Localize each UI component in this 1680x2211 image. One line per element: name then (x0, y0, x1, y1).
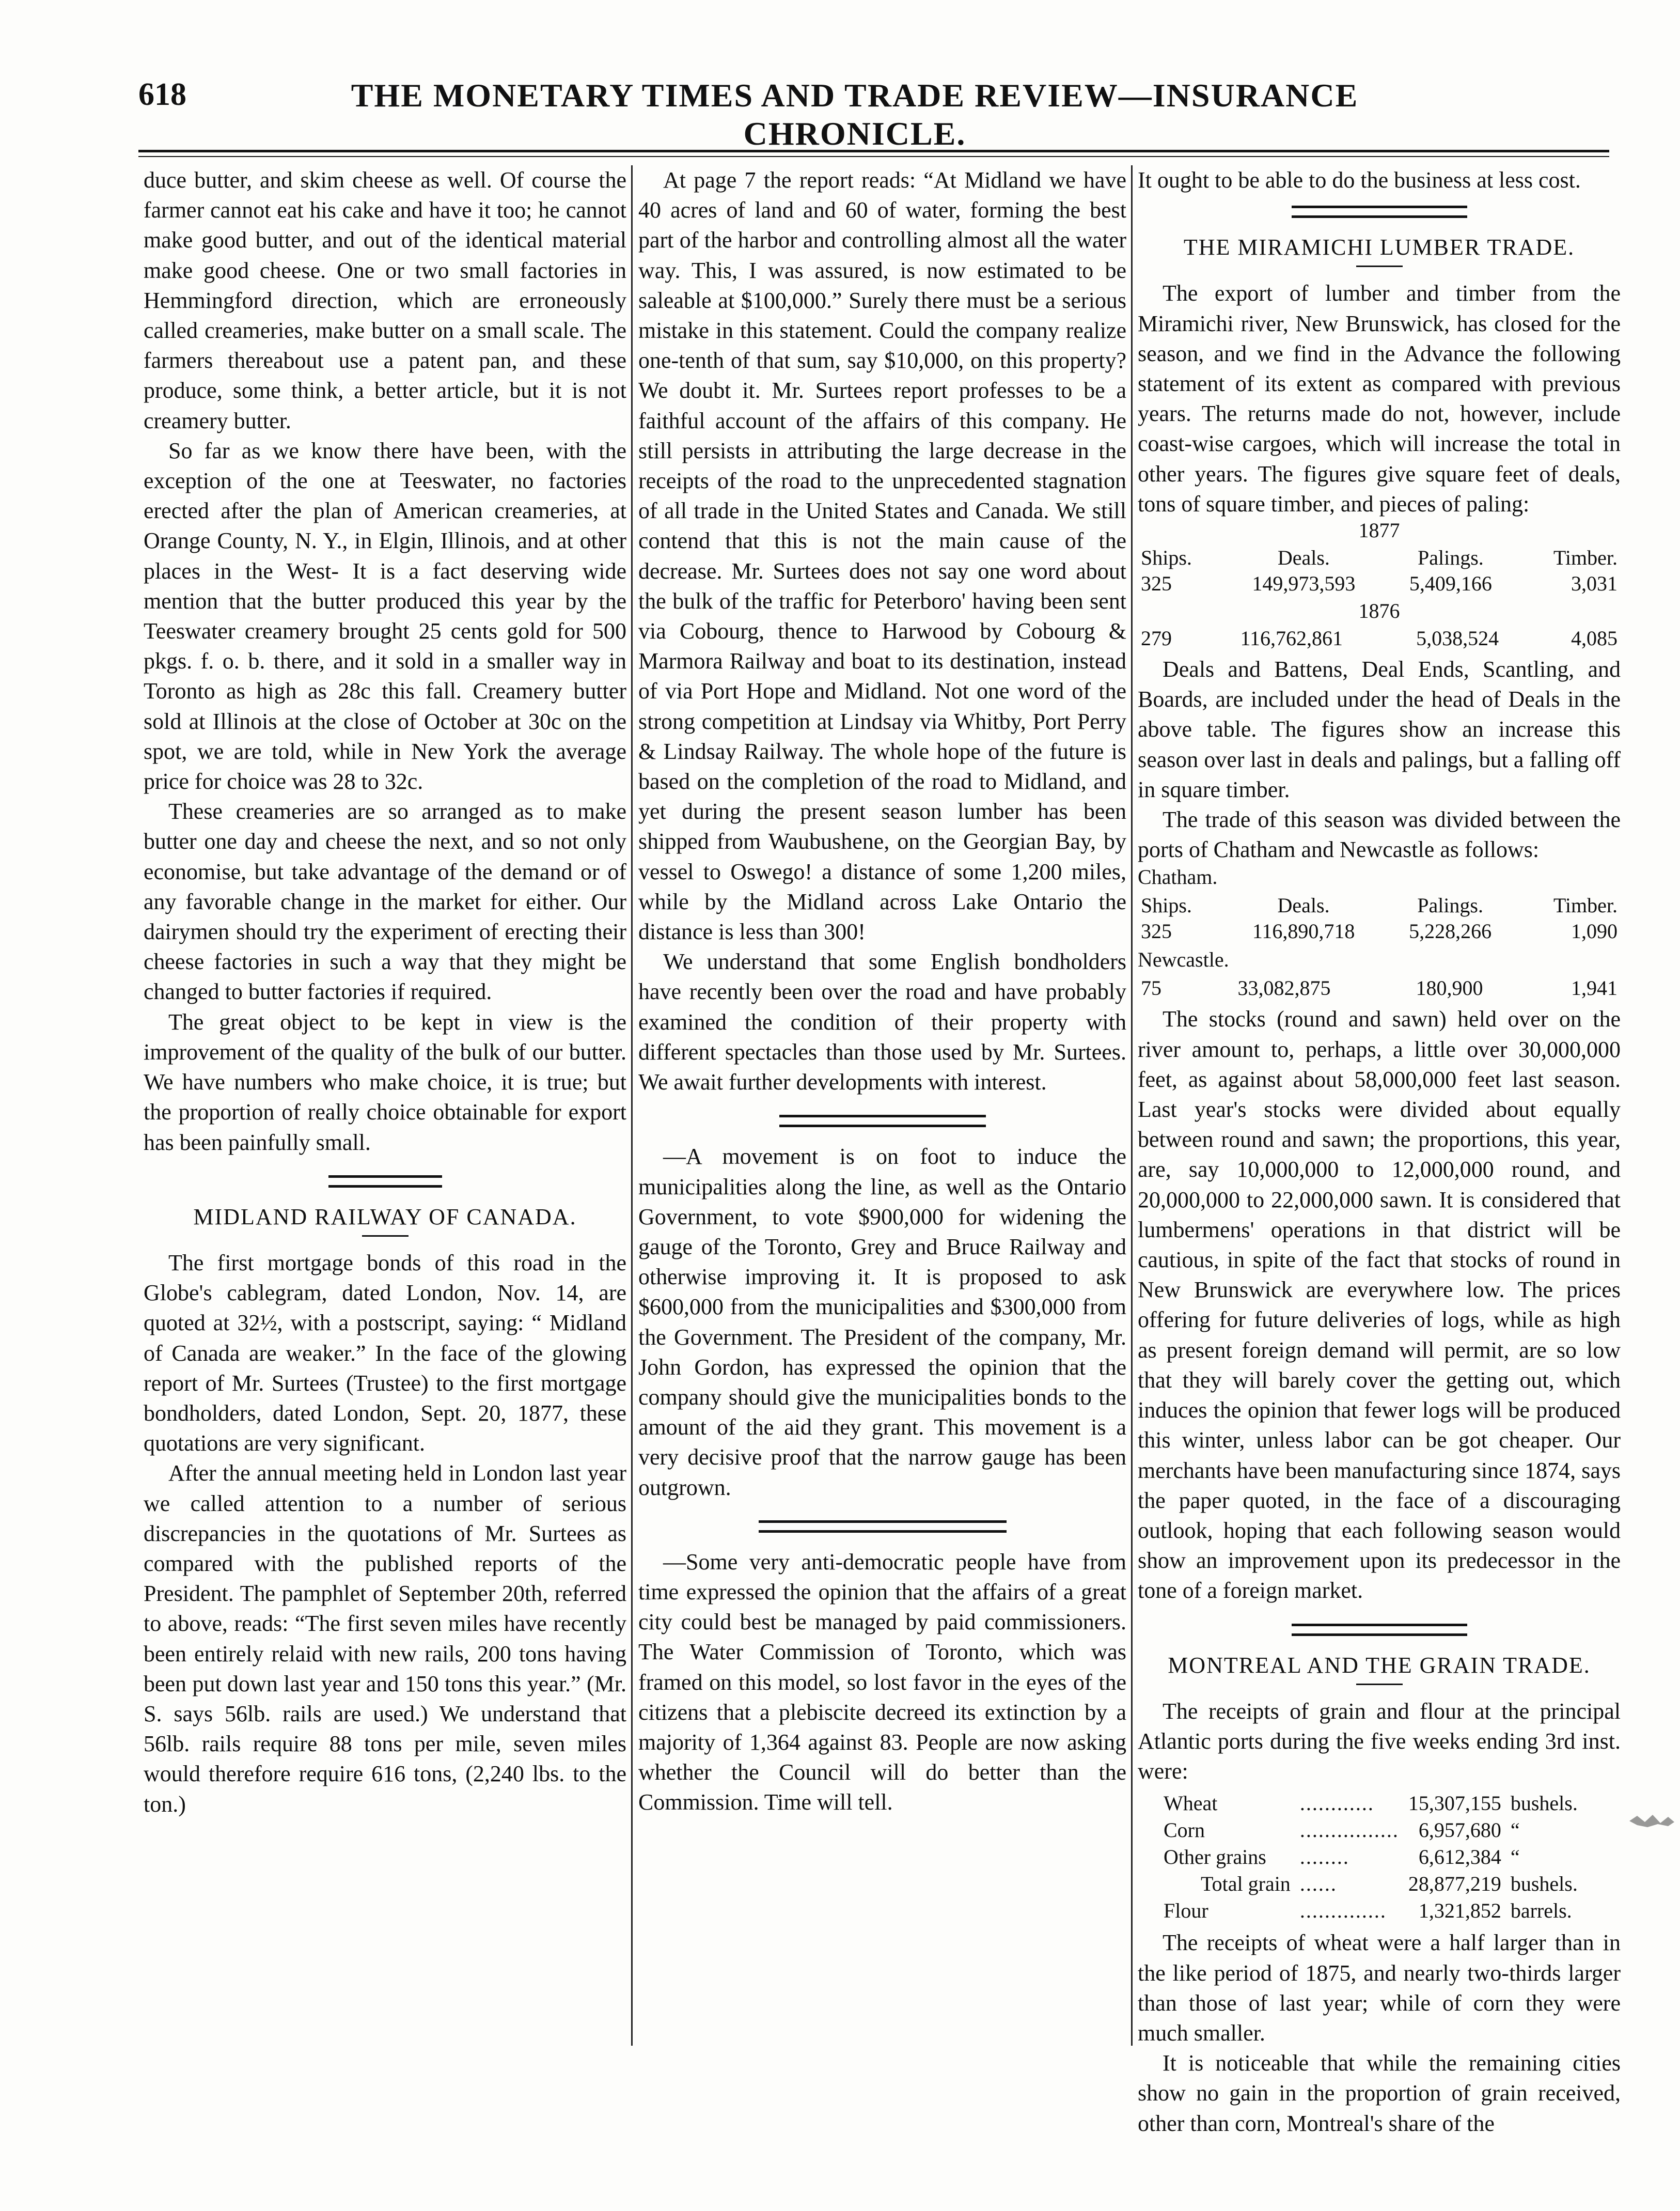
table-row (1138, 626, 1621, 651)
grain-label: Wheat (1164, 1792, 1218, 1815)
table-cell: 3,031 (1571, 572, 1618, 596)
paragraph: The export of lumber and timber from the Miramichi river, New Brunswick, has closed for the season, and we find in the Advance the following statement of its extent as compared with previous years. The returns made do not, however, include coast-wise cargoes, which will increase the total in other years. The figures give square feet of deals, tons of square timber, and pieces of paling: (1138, 281, 1621, 517)
grain-value: 28,877,219 (1408, 1872, 1501, 1896)
table-cell: 5,409,166 (1409, 572, 1492, 596)
column-divider (1131, 165, 1133, 2046)
chatham-table (1138, 893, 1621, 944)
paragraph: The great object to be kept in view is the improvement of the quality of the bulk of our butter. We have numbers who make choice, it is true; but the proportion of really choice obtainable for export has been painfully small. (144, 1009, 626, 1155)
paragraph: The receipts of wheat were a half larger than in the like period of 1875, and nearly two-thirds larger than those of last year; while of corn they were much smaller. (1138, 1930, 1621, 2046)
paragraph: We understand that some English bondholders have recently been over the road and have probably examined the condition of their property with different spectacles than those used by Mr. Surtees. We await further developments with interest. (638, 949, 1126, 1095)
table-cell: 1,941 (1571, 976, 1618, 1000)
heading-rule (362, 1235, 409, 1237)
table-year: 1877 (1358, 519, 1400, 542)
section-heading: MIDLAND RAILWAY OF CANADA. (193, 1204, 577, 1229)
header-rule-thin (138, 156, 1609, 157)
table-row (1138, 975, 1621, 1001)
table-row (1138, 571, 1621, 597)
table-header: Palings. (1417, 894, 1483, 917)
table-cell: 279 (1141, 627, 1172, 650)
section-separator (779, 1115, 986, 1127)
grain-unit: bushels. (1510, 1872, 1578, 1896)
paragraph: The trade of this season was divided between the ports of Chatham and Newcastle as follows: (1138, 807, 1621, 863)
table-row (1159, 1790, 1582, 1816)
paragraph: The receipts of grain and flour at the principal Atlantic ports during the five weeks ending 3rd inst. were: (1138, 1698, 1621, 1784)
section-heading: MONTREAL AND THE GRAIN TRADE. (1168, 1652, 1591, 1678)
table-header: Timber. (1553, 894, 1618, 917)
paragraph: These creameries are so arranged as to make butter one day and cheese the next, and so not only economise, but take advantage of the demand or of any favorable change in the market for either. Our dairymen should try the experiment of erecting their cheese factories in such a way that they might be changed to butter factories if required. (144, 799, 626, 1005)
paragraph: The stocks (round and sawn) held over on the river amount to, perhaps, a little over 30,000,000 feet, as against about 58,000,000 feet last season. Last year's stocks were divided about equally between round and sawn; the proportions, this year, are, say 10,000,000 to 12,000,000 round, and 20,000,000 to 22,000,000 sawn. It is considered that lumbermens' operations in that district will be cautious, in spite of the fact that stocks of round in New Brunswick are everywhere low. The prices offering for future deliveries of logs, while as high as present foreign demand will permit, are so low that they will barely cover the getting out, which induces the opinion that fewer logs will be produced this winter, unless labor can be got cheaper. Our merchants have been manufacturing since 1874, says the paper quoted, in the face of a discouraging outlook, hoping that each following season would show an improvement upon its predecessor in the tone of a foreign market. (1138, 1006, 1621, 1603)
leader-dots: ........ (1299, 1845, 1349, 1869)
paragraph: —A movement is on foot to induce the municipalities along the line, as well as the Ontario Government, to vote $900,000 for widening the gauge of the Toronto, Grey and Bruce Railway and otherwise improving it. It is proposed to ask $600,000 from the municipalities and $300,000 from the Government. The President of the company, Mr. John Gordon, has expressed the opinion that the company should give the municipalities bonds to the amount of the aid they grant. This movement is a very decisive proof that the narrow gauge has been outgrown. (638, 1144, 1126, 1500)
ink-smudge (1627, 1811, 1676, 1831)
paragraph: duce butter, and skim cheese as well. Of course the farmer cannot eat his cake and have it too; he cannot make good butter, and out of the identical material make good cheese. One or two small factories in Hemmingford direction, which are erroneously called creameries, make butter on a small scale. The farmers thereabout use a patent pan, and these produce, some think, a better article, but it is not creamery butter. (144, 167, 626, 433)
section-separator (759, 1520, 1007, 1533)
grain-value: 6,612,384 (1418, 1845, 1501, 1869)
column-2 (638, 165, 1126, 1818)
section-heading: THE MIRAMICHI LUMBER TRADE. (1183, 235, 1575, 260)
leader-dots: ................ (1299, 1818, 1399, 1842)
grain-unit: bushels. (1510, 1792, 1578, 1815)
table-cell: 1,090 (1571, 920, 1618, 943)
section-separator (328, 1175, 442, 1188)
heading-rule (1356, 1684, 1403, 1685)
table-cell: 180,900 (1416, 976, 1483, 1000)
lumber-table-1876 (1138, 626, 1621, 651)
table-header: Deals. (1277, 894, 1330, 917)
column-divider (631, 165, 633, 2046)
table-cell: 75 (1141, 976, 1161, 1000)
leader-dots: ...... (1299, 1872, 1337, 1896)
running-title: THE MONETARY TIMES AND TRADE REVIEW—INSURANCE CHRONICLE. (351, 77, 1359, 152)
grain-label: Other grains (1164, 1845, 1266, 1869)
section-separator (1292, 1624, 1467, 1636)
table-header: Palings. (1417, 546, 1484, 570)
column-3 (1138, 165, 1621, 2139)
table-row (1159, 1844, 1582, 1870)
grain-table (1158, 1789, 1583, 1925)
table-header: Timber. (1553, 546, 1618, 570)
leader-dots: ............ (1299, 1792, 1374, 1815)
header-rule (138, 150, 1609, 152)
table-row (1159, 1817, 1582, 1843)
table-cell: 325 (1141, 572, 1172, 596)
grain-unit: barrels. (1510, 1899, 1572, 1923)
paragraph: The first mortgage bonds of this road in the Globe's cablegram, dated London, Nov. 14, are quoted at 32½, with a postscript, saying: “ Midland of Canada are weaker.” In the face of the glowing report of Mr. Surtees (Trustee) to the first mortgage bondholders, dated London, Sept. 20, 1877, these quotations are very significant. (144, 1250, 626, 1456)
table-row (1159, 1871, 1582, 1897)
port-label: Chatham. (1138, 865, 1218, 889)
paragraph: So far as we know there have been, with the exception of the one at Teeswater, no factories erected after the plan of American creameries, at Orange County, N. Y., in Elgin, Illinois, and at other places in the West- It is a fact deserving wide mention that the butter produced this year by the Teeswater creamery brought 25 cents gold for 500 pkgs. f. o. b. there, and it sold in a smaller way in Toronto as high as 28c this fall. Creamery butter sold at Illinois at the close of October at 30c on the spot, we are told, while in New York the average price for choice was 28 to 32c. (144, 438, 626, 795)
heading-rule (1356, 266, 1403, 267)
page-number: 618 (138, 77, 186, 112)
table-row (1138, 918, 1621, 944)
paragraph: At page 7 the report reads: “At Midland we have 40 acres of land and 60 of water, forming the best part of the harbor and controlling almost all the water way. This, I was assured, is now estimated to be saleable at $100,000.” Surely there must be a serious mistake in this statement. Could the company realize one-tenth of that sum, say $10,000, on this property? We doubt it. Mr. Surtees report professes to be a faithful account of the affairs of this company. He still persists in attributing the large decrease in the receipts of the road to the unprecedented stagnation of all trade in the United States and Canada. We still contend that this is not the main cause of the decrease. Mr. Surtees does not say one word about the bulk of the traffic for Peterboro' having been sent via Cobourg, thence to Harwood by Cobourg & Marmora Railway and boat to its destination, instead of via Port Hope and Midland. Not one word of the strong competition at Lindsay via Whitby, Port Perry & Lindsay Railway. The whole hope of the future is based on the completion of the road to Midland, and yet during the present season lumber has been shipped from Waubushene, on the Georgian Bay, by vessel to Oswego! a distance of some 1,200 miles, while by the Midland across Lake Ontario the distance is less than 300! (638, 167, 1126, 945)
table-header-row (1138, 893, 1621, 918)
grain-value: 15,307,155 (1408, 1792, 1501, 1815)
port-label: Newcastle. (1138, 948, 1229, 972)
page-header (0, 0, 1680, 155)
table-header: Ships. (1141, 546, 1192, 570)
table-row (1159, 1898, 1582, 1924)
grain-unit: “ (1510, 1845, 1520, 1869)
lumber-table-1877 (1138, 545, 1621, 597)
grain-unit: “ (1510, 1818, 1520, 1842)
paragraph: Deals and Battens, Deal Ends, Scantling, and Boards, are included under the head of Deals in the above table. The figures show an increase this season over last in deals and palings, but a falling off in square timber. (1138, 657, 1621, 802)
table-header: Deals. (1277, 546, 1330, 570)
table-cell: 149,973,593 (1252, 572, 1356, 596)
leader-dots: .............. (1299, 1899, 1387, 1923)
table-cell: 33,082,875 (1237, 976, 1331, 1000)
grain-label: Total grain (1201, 1872, 1291, 1896)
table-cell: 116,762,861 (1240, 627, 1343, 650)
table-cell: 116,890,718 (1252, 920, 1355, 943)
table-header: Ships. (1141, 894, 1192, 917)
table-cell: 4,085 (1571, 627, 1618, 650)
column-1 (144, 165, 626, 1819)
paragraph: —Some very anti-democratic people have from time expressed the opinion that the affairs of a great city could best be managed by paid commissioners. The Water Commission of Toronto, which was framed on this model, so lost favor in the eyes of the citizens that a plebiscite decreed its extinction by a majority of 1,364 against 83. People are now asking whether the Council will do better than the Commission. Time will tell. (638, 1549, 1126, 1815)
grain-value: 6,957,680 (1418, 1818, 1501, 1842)
grain-label: Flour (1164, 1899, 1208, 1923)
grain-label: Corn (1164, 1818, 1205, 1842)
table-header-row (1138, 545, 1621, 571)
table-cell: 325 (1141, 920, 1172, 943)
table-cell: 5,228,266 (1409, 920, 1492, 943)
grain-value: 1,321,852 (1418, 1899, 1501, 1923)
paragraph: It is noticeable that while the remaining cities show no gain in the proportion of grain received, other than corn, Montreal's share of the (1138, 2050, 1621, 2136)
paragraph: It ought to be able to do the business at less cost. (1138, 167, 1581, 193)
section-separator (1292, 206, 1467, 218)
newcastle-table (1138, 975, 1621, 1001)
paragraph: After the annual meeting held in London last year we called attention to a number of serious discrepancies in the quotations of Mr. Surtees as compared with the published reports of the President. The pamphlet of September 20th, referred to above, reads: “The first seven miles have recently been entirely relaid with new rails, 200 tons having been put down last year and 150 tons this year.” (Mr. S. says 56lb. rails are used.) We understand that 56lb. rails require 88 tons per mile, seven miles would therefore require 616 tons, (2,240 lbs. to the ton.) (144, 1460, 626, 1817)
table-year: 1876 (1358, 599, 1400, 623)
table-cell: 5,038,524 (1416, 627, 1499, 650)
